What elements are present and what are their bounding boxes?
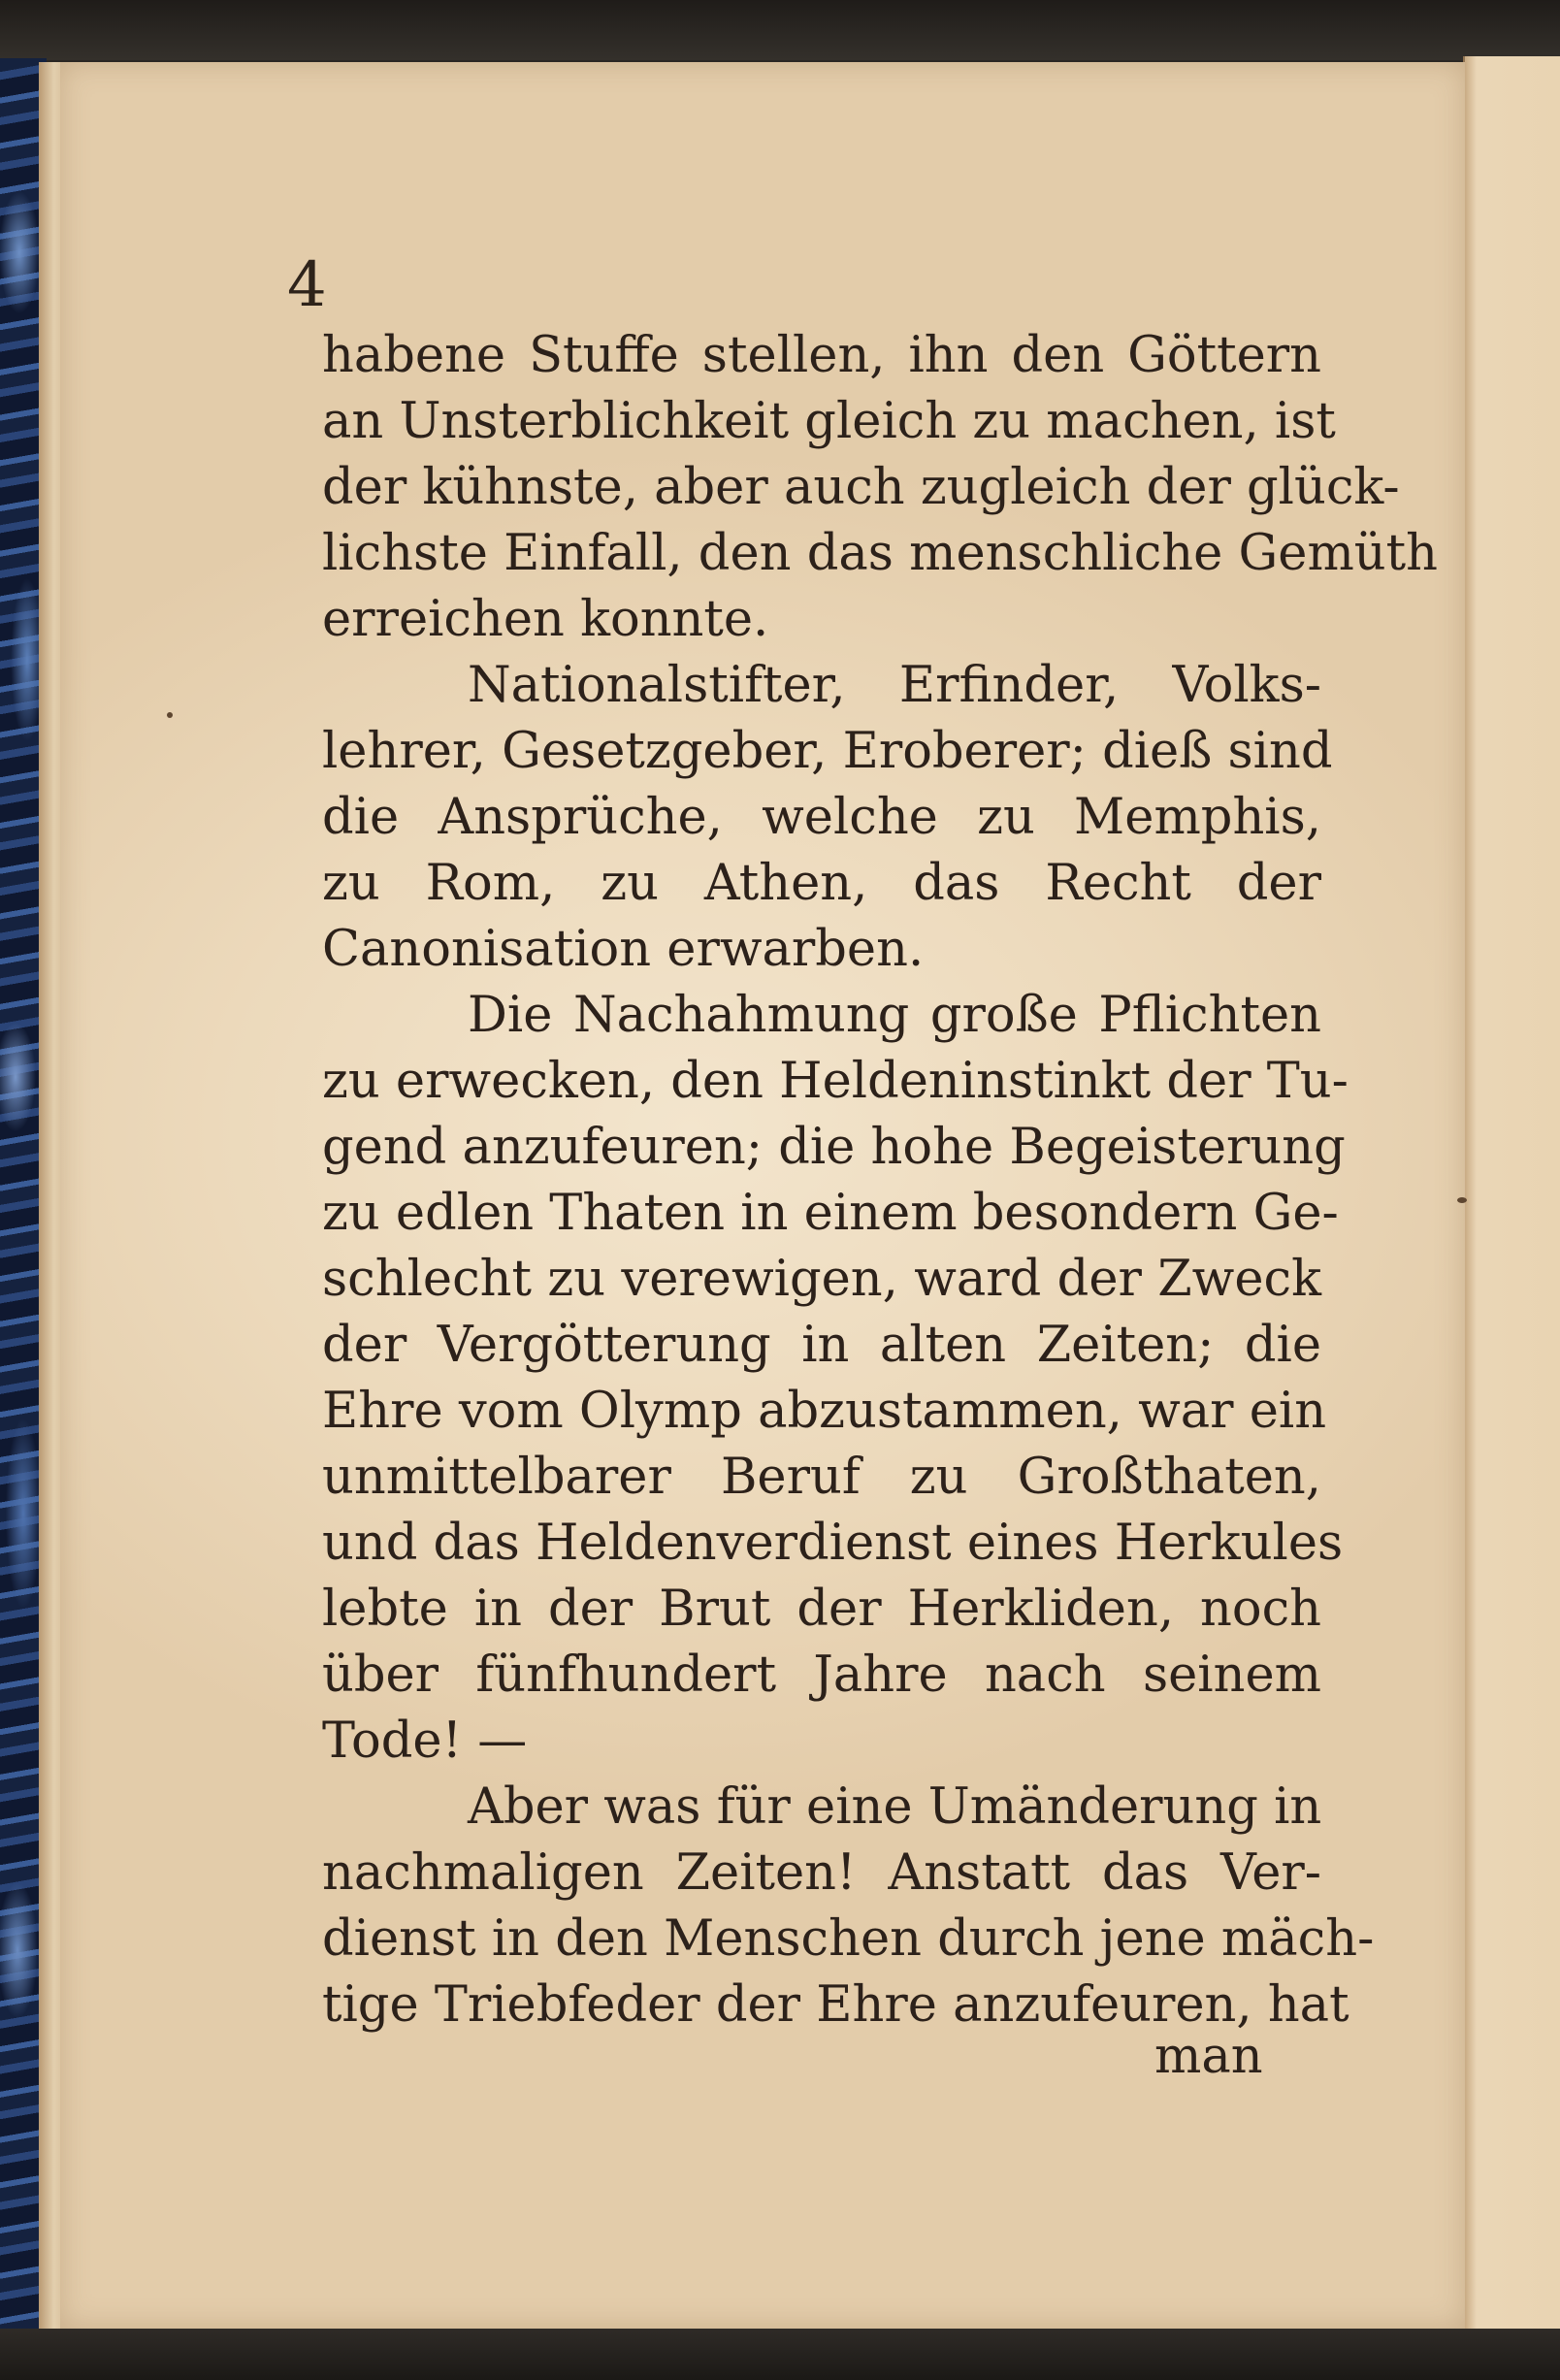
text-line: an Unsterblichkeit gleich zu machen, ist [322, 393, 1336, 450]
text-line: die Ansprüche, welche zu Memphis, [322, 789, 1321, 846]
text-line: Canonisation erwarben. [322, 921, 925, 978]
text-line: Ehre vom Olymp abzustammen, war ein [322, 1383, 1327, 1440]
text-line: tige Triebfeder der Ehre anzufeuren, hat [322, 1976, 1349, 2034]
text-line: der Vergötterung in alten Zeiten; die [322, 1317, 1321, 1374]
text-line: über fünfhundert Jahre nach seinem [322, 1646, 1321, 1704]
text-line: Nationalstifter, Erfinder, Volks- [468, 657, 1321, 714]
paper-speck [167, 712, 173, 718]
paper-speck [1457, 1197, 1467, 1203]
scan-background-top [0, 0, 1560, 60]
body-text [322, 323, 1438, 2038]
text-line: schlecht zu verewigen, ward der Zweck [322, 1251, 1321, 1308]
text-line: zu Rom, zu Athen, das Recht der [322, 855, 1321, 912]
text-line: und das Heldenverdienst eines Herkules [322, 1515, 1344, 1572]
text-line: zu erwecken, den Heldeninstinkt der Tu- [322, 1053, 1349, 1110]
text-line: habene Stuffe stellen, ihn den Göttern [322, 327, 1321, 384]
catchword: man [1154, 2028, 1263, 2085]
text-line: unmittelbarer Beruf zu Großthaten, [322, 1449, 1321, 1506]
text-line: Tode! — [322, 1712, 528, 1770]
text-line: lehrer, Gesetzgeber, Eroberer; dieß sind [322, 723, 1333, 780]
text-line: lebte in der Brut der Herkliden, noch [322, 1581, 1321, 1638]
facing-page-edge [1463, 56, 1560, 2332]
scan-background-bottom [0, 2329, 1560, 2380]
text-line: Aber was für eine Umänderung in [468, 1778, 1322, 1836]
text-line: nachmaligen Zeiten! Anstatt das Ver- [322, 1844, 1321, 1902]
text-line: lichste Einfall, den das menschliche Gemüth [322, 525, 1438, 582]
text-line: erreichen konnte. [322, 591, 769, 648]
text-line: der kühnste, aber auch zugleich der glück- [322, 459, 1400, 516]
text-line: dienst in den Menschen durch jene mäch- [322, 1910, 1375, 1968]
text-line: gend anzufeuren; die hohe Begeisterung [322, 1119, 1346, 1176]
text-line: Die Nachahmung große Pflichten [468, 987, 1321, 1044]
page-number: 4 [287, 249, 327, 321]
text-line: zu edlen Thaten in einem besondern Ge- [322, 1185, 1339, 1242]
